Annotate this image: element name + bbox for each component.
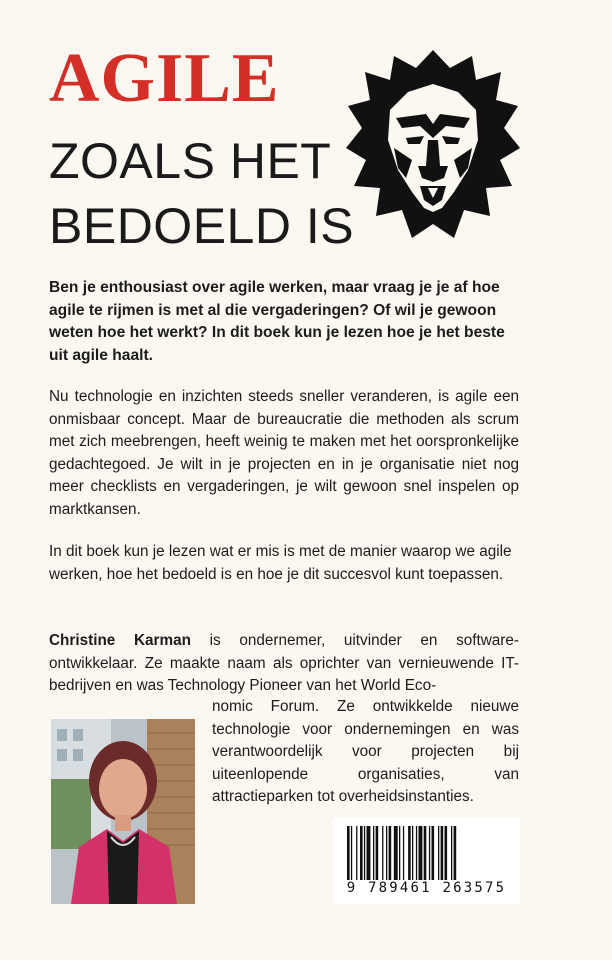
author-bio-rest: nomic Forum. Ze ontwikkelde nieuwe technologie voor ondernemingen en was verantwoordelijk voor projecten bij uiteenlopende organisaties, van attractieparken tot overheidsinstanties.	[212, 698, 519, 806]
title-line-2: BEDOELD IS	[49, 198, 355, 254]
body-paragraph-2: In dit boek kun je lezen wat er mis is met de manier waarop we agile werken, hoe het bedoeld is en hoe je dit succesvol kunt toepassen.	[49, 543, 512, 583]
barcode-bar	[360, 826, 363, 880]
barcode-bar	[389, 826, 392, 880]
barcode-bar	[441, 826, 444, 880]
barcode-bar	[454, 826, 457, 880]
author-bio-lead-text: is ondernemer, uitvinder en software-ontwikkelaar. Ze maakte naam als oprichter van vernieuwende IT-bedrijven en was Technology Pioneer van het World Eco-	[49, 632, 519, 695]
barcode-bar	[376, 826, 379, 880]
barcode-bar	[351, 826, 352, 880]
barcode-bar	[367, 826, 371, 880]
barcode-bar	[382, 826, 383, 880]
title-line-1: ZOALS HET	[49, 133, 332, 189]
barcode-bar	[364, 826, 365, 880]
barcode-bar	[419, 826, 423, 880]
barcode-bar	[424, 826, 427, 880]
barcode-bar	[432, 826, 435, 880]
barcode-bar	[399, 826, 400, 880]
barcode-bar	[438, 826, 439, 880]
barcode-number: 9 789461 263575	[346, 880, 507, 896]
barcode-bar	[373, 826, 374, 880]
author-photo	[51, 719, 195, 904]
barcode-bar	[412, 826, 413, 880]
barcode-bar	[445, 826, 448, 880]
barcode-bar	[416, 826, 417, 880]
title-agile: AGILE	[49, 40, 280, 117]
barcode-bar	[347, 826, 350, 880]
intro-paragraph: Ben je enthousiast over agile werken, maar vraag je je af hoe agile te rijmen is met al die vergaderingen? Of wil je gewoon weten hoe het werkt? In dit boek kun je lezen hoe je het beste uit agile haalt.	[49, 279, 505, 364]
lion-logo	[346, 48, 520, 248]
body-paragraph-1: Nu technologie en inzichten steeds sneller veranderen, is agile een onmisbaar concept. Maar de bureaucratie die methoden als scrum met zich meebrengen, heeft weinig te maken met het oorspronkelijke gedachtegoed. Je wilt in je projecten en in je organisatie niet nog meer checklists en vergaderingen, je wilt gewoon snel inspelen op marktkansen.	[49, 388, 519, 518]
barcode-bar	[408, 826, 411, 880]
barcode-bar	[386, 826, 387, 880]
barcode-bar	[394, 826, 398, 880]
barcode-bar	[451, 826, 452, 880]
barcode-bar	[403, 826, 404, 880]
barcode-bars	[345, 826, 508, 880]
author-name: Christine Karman	[49, 632, 191, 649]
author-bio-lead	[49, 630, 519, 698]
barcode	[333, 818, 520, 904]
barcode-bar	[356, 826, 357, 880]
barcode-bar	[429, 826, 430, 880]
